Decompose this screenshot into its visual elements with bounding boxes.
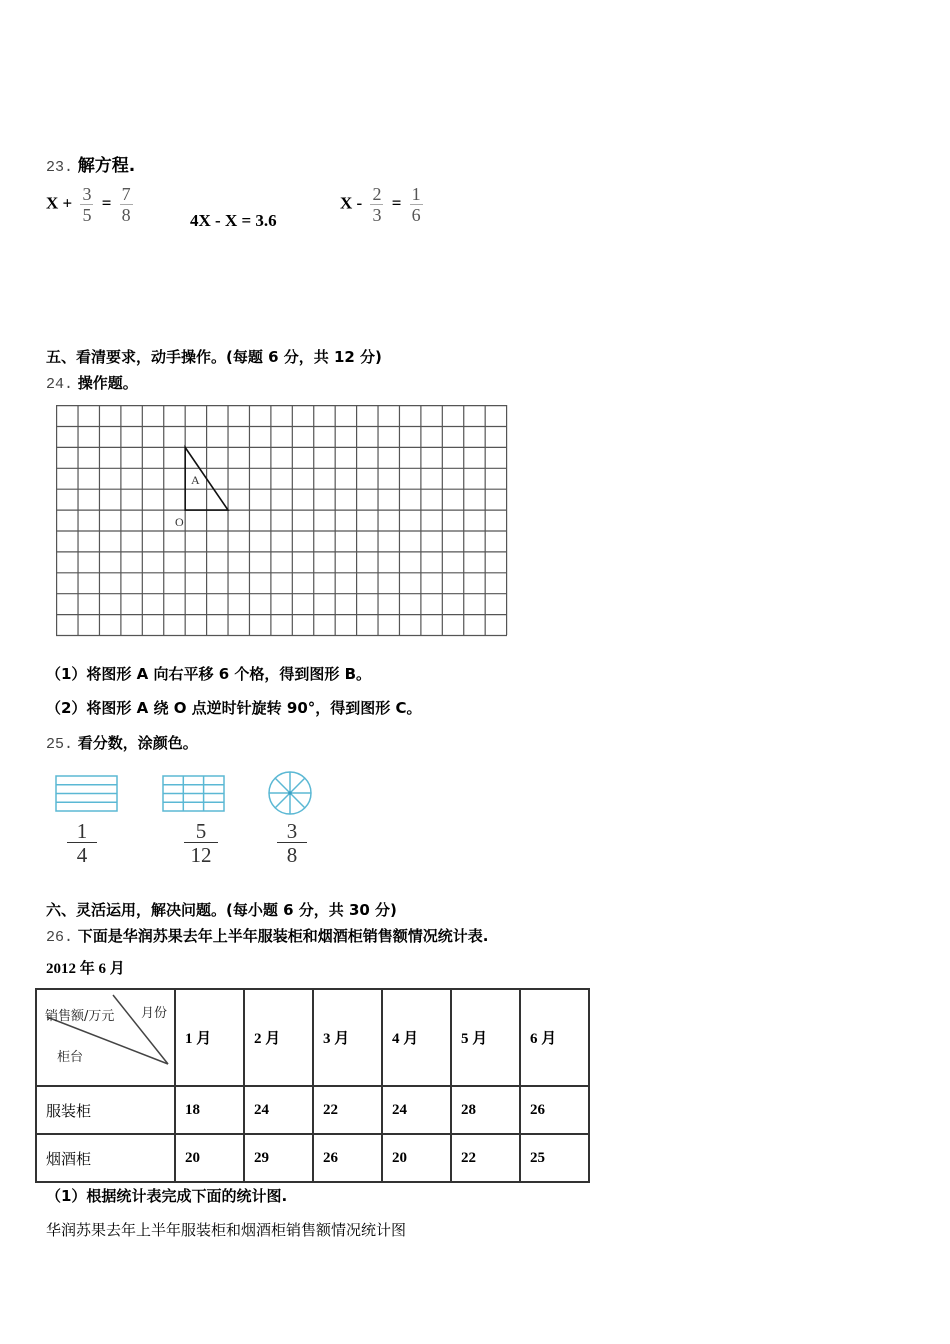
table-cell: 20 [175,1134,244,1182]
table-date: 2012 年 6 月 [46,961,125,977]
question-number: 25. [46,736,74,753]
question-title: 操作题。 [77,374,138,392]
question-23-header [46,151,135,176]
fraction: $\frac{2}{3}$ [372,184,382,225]
section-5-heading: 五、看清要求，动手操作。(每题 6 分，共 12 分) [46,348,382,366]
month-header: 3 月 [313,989,382,1086]
equation-left: X - [340,193,363,213]
table-cell: 28 [451,1086,520,1134]
question-number: 23. [46,159,74,176]
section-6-heading: 六、灵活运用，解决问题。(每小题 6 分，共 30 分) [46,901,397,919]
table-row [36,1086,589,1134]
sales-table [35,988,590,1183]
month-header: 6 月 [520,989,589,1086]
row-label: 烟酒柜 [36,1134,175,1182]
table-cell: 24 [244,1086,313,1134]
table-row [36,1134,589,1182]
question-25-header [46,732,198,753]
equation-3 [340,184,427,225]
month-header: 1 月 [175,989,244,1086]
question-title: 看分数，涂颜色。 [77,734,198,752]
table-cell: 20 [382,1134,451,1182]
corner-label-counter: 柜台 [57,1050,84,1065]
row-label: 服装柜 [36,1086,175,1134]
table-cell: 25 [520,1134,589,1182]
table-cell: 22 [451,1134,520,1182]
month-header: 5 月 [451,989,520,1086]
task-1: （1）将图形 A 向右平移 6 个格，得到图形 B。 [46,665,372,683]
fraction: $\frac{3}{5}$ [82,184,92,225]
fraction-label-1: $\frac{1}{4}$ [67,820,97,867]
chart-title: 华润苏果去年上半年服装柜和烟酒柜销售额情况统计图 [46,1221,407,1239]
equals-sign: = [101,193,112,213]
equation-1 [46,184,137,225]
task-2: （2）将图形 A 绕 O 点逆时针旋转 90°，得到图形 C。 [46,699,422,717]
fraction-label-3: $\frac{3}{8}$ [277,820,307,867]
circle-eighths-shape[interactable] [267,770,313,816]
question-number: 26. [46,929,74,946]
fraction: $\frac{7}{8}$ [121,184,131,225]
corner-label-month: 月份 [141,1006,168,1021]
table-cell: 24 [382,1086,451,1134]
month-header: 4 月 [382,989,451,1086]
question-26-header [46,925,489,946]
question-24-header [46,372,138,393]
grid-paper [56,405,508,637]
subtask-1: （1）根据统计表完成下面的统计图. [46,1187,288,1205]
fraction: $\frac{1}{6}$ [411,184,421,225]
fraction-label-2: $\frac{5}{12}$ [184,820,218,867]
table-header-row [36,989,589,1086]
table-cell: 22 [313,1086,382,1134]
month-header: 2 月 [244,989,313,1086]
corner-label-sales: 销售额/万元 [45,1009,115,1024]
rectangle-twelfths-shape[interactable] [162,775,226,813]
equals-sign: = [391,193,402,213]
question-title: 下面是华润苏果去年上半年服装柜和烟酒柜销售额情况统计表. [77,927,489,945]
equation-2: 4X - X = 3.6 [190,211,277,230]
question-number: 24. [46,376,74,393]
figure-label-a: A [191,473,200,487]
table-cell: 26 [520,1086,589,1134]
rectangle-quarters-shape[interactable] [55,775,119,813]
table-cell: 26 [313,1134,382,1182]
origin-label-o: O [175,515,184,529]
equation-left: X + [46,193,73,213]
corner-cell [36,989,175,1086]
table-cell: 29 [244,1134,313,1182]
question-title: 解方程. [77,156,136,176]
table-cell: 18 [175,1086,244,1134]
